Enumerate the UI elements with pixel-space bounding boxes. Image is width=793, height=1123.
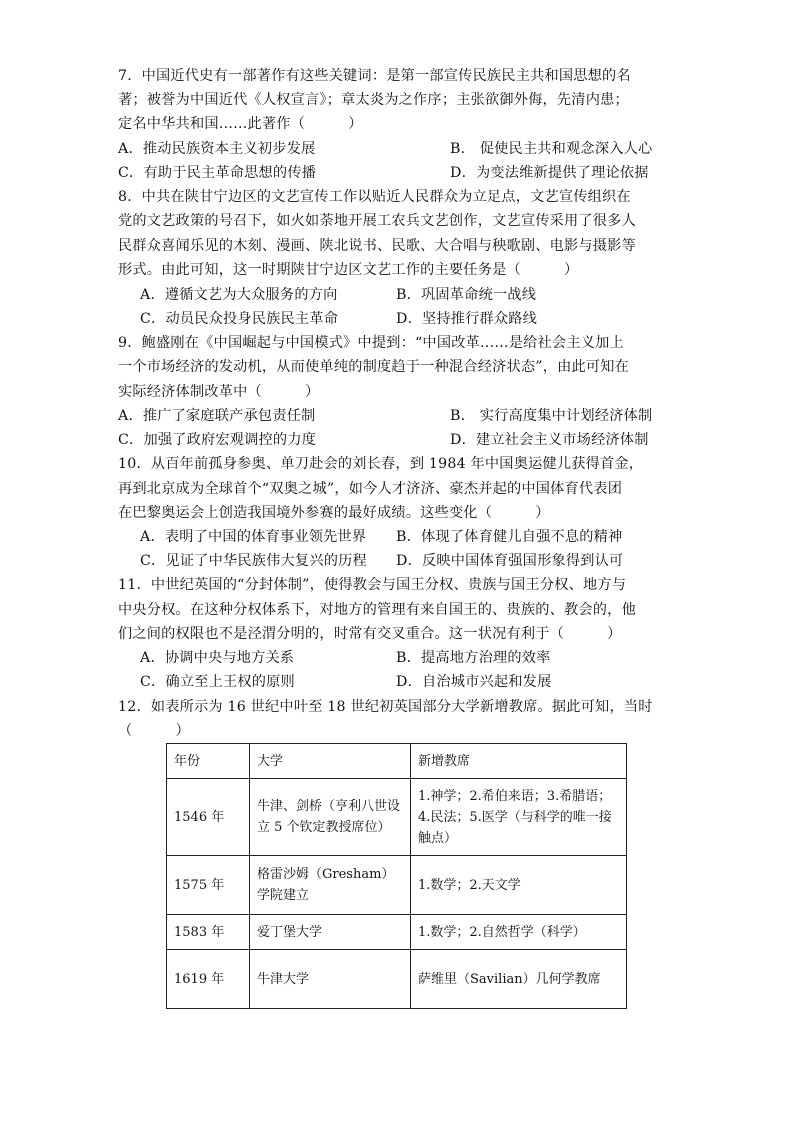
option-c: C．见证了中华民族伟大复兴的历程 [140,553,367,569]
question-text-line: 一个市场经济的发动机，从而使单纯的制度趋于一种混合经济状态”，由此可知在 [118,359,630,375]
header-university: 大学 [250,744,411,779]
question-text-line: 在巴黎奥运会上创造我国境外参赛的最好成绩。这些变化（ ） [118,505,550,521]
question-text-line: 12．如表所示为 16 世纪中叶至 18 世纪初英国部分大学新增教席。据此可知，当时 [118,699,653,715]
option-b: B． 促使民主共和观念深入人心 [450,141,653,157]
question-text-line: 9．鲍盛刚在《中国崛起与中国模式》中提到：“中国改革……是给社会主义加上 [118,335,624,351]
table-header-row [167,744,627,779]
option-a: A．推广了家庭联产承包责任制 [118,408,316,424]
option-d: D．坚持推行群众路线 [396,311,538,327]
option-d: D．反映中国体育强国形象得到认可 [396,553,624,569]
cell-university: 爱丁堡大学 [250,915,411,950]
question-text-line: 形式。由此可知，这一时期陕甘宁边区文艺工作的主要任务是（ ） [118,262,579,278]
option-c: C．确立至上王权的原则 [140,674,295,690]
question-text-line: 民群众喜闻乐见的木刻、漫画、陕北说书、民歌、大合唱与秧歌剧、电影与摄影等 [118,238,636,254]
question-text-line: 8．中共在陕甘宁边区的文艺宣传工作以贴近人民群众为立足点，文艺宣传组织在 [118,189,631,205]
cell-university: 格雷沙姆（Gresham）学院建立 [250,856,411,915]
option-b: B．巩固革命统一战线 [396,287,537,303]
option-c: C．有助于民主革命思想的传播 [118,165,317,181]
cell-university: 牛津大学 [250,950,411,1009]
option-b: B．提高地方治理的效率 [396,650,551,666]
question-text-line: 11．中世纪英国的“分封体制”，使得教会与国王分权、贵族与国王分权、地方与 [118,577,627,593]
table-row [167,915,627,950]
header-year: 年份 [167,744,250,779]
option-b: B．体现了体育健儿自强不息的精神 [396,529,623,545]
cell-year: 1546 年 [167,779,250,856]
option-a: A．推动民族资本主义初步发展 [118,141,316,157]
question-text-line: 10．从百年前孤身参奥、单刀赴会的刘长春，到 1984 年中国奥运健儿获得首金， [118,456,644,472]
option-b: B． 实行高度集中计划经济体制 [450,408,653,424]
question-text-line: 中央分权。在这种分权体系下，对地方的管理有来自国王的、贵族的、教会的，他 [118,602,636,618]
cell-chairs: 1.数学；2.天文学 [411,856,627,915]
cell-chairs: 萨维里（Savilian）几何学教席 [411,950,627,1009]
option-a: A．遵循文艺为大众服务的方向 [140,287,338,303]
question-text-line: 党的文艺政策的号召下，如火如荼地开展工农兵文艺创作，文艺宣传采用了很多人 [118,213,636,229]
question-text-line: （ ） [118,723,190,739]
table-row [167,856,627,915]
option-a: A．表明了中国的体育事业领先世界 [140,529,367,545]
table-row [167,779,627,856]
cell-chairs: 1.神学；2.希伯来语；3.希腊语；4.民法；5.医学（与科学的唯一接触点） [411,779,627,856]
cell-university: 牛津、剑桥（亨利八世设立 5 个钦定教授席位） [250,779,411,856]
table-row [167,950,627,1009]
question-text-line: 定名中华共和国……此著作（ ） [118,116,363,132]
option-d: D．建立社会主义市场经济体制 [450,432,649,448]
question-text-line: 著；被誉为中国近代《人权宣言》；章太炎为之作序；主张欲御外侮，先清内患； [118,92,629,108]
option-a: A．协调中央与地方关系 [140,650,295,666]
question-text-line: 7．中国近代史有一部著作有这些关键词：是第一部宣传民族民主共和国思想的名 [118,68,631,84]
cell-year: 1575 年 [167,856,250,915]
question-text-line: 们之间的权限也不是泾渭分明的，时常有交叉重合。这一状况有利于（ ） [118,626,622,642]
header-new-chairs: 新增教席 [411,744,627,779]
cell-year: 1583 年 [167,915,250,950]
cell-year: 1619 年 [167,950,250,1009]
option-c: C．动员民众投身民族民主革命 [140,311,339,327]
faculty-chairs-table [166,743,627,1009]
option-d: D．为变法维新提供了理论依据 [450,165,649,181]
option-c: C．加强了政府宏观调控的力度 [118,432,317,448]
cell-chairs: 1.数学；2.自然哲学（科学） [411,915,627,950]
question-text-line: 实际经济体制改革中（ ） [118,384,320,400]
question-text-line: 再到北京成为全球首个“双奥之城”，如今人才济济、豪杰并起的中国体育代表团 [118,481,623,497]
option-d: D．自治城市兴起和发展 [396,674,552,690]
